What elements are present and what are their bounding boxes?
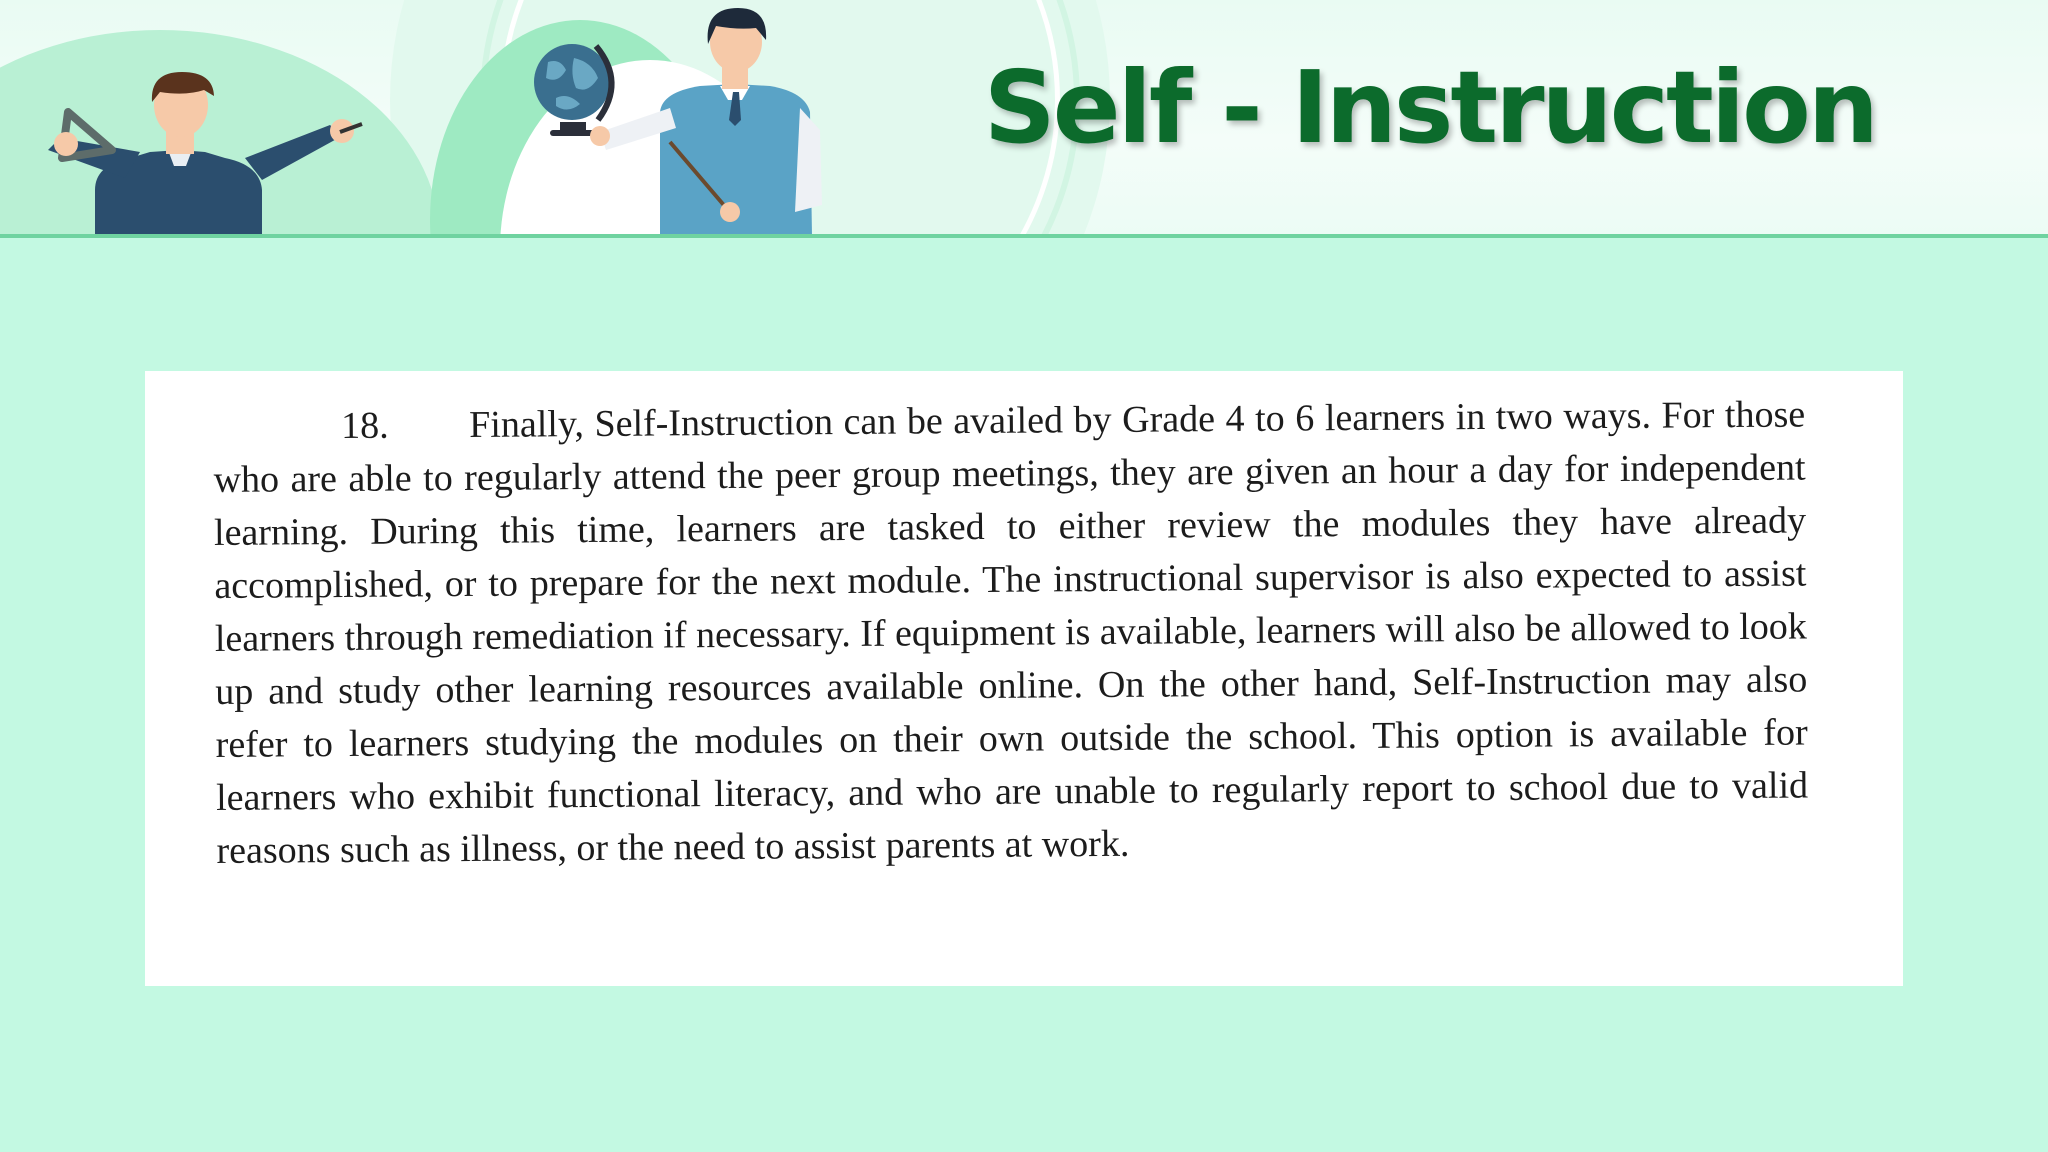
paragraph-number: 18. [341, 404, 389, 447]
teacher-figure-icon [534, 8, 822, 236]
page-title: Self - Instruction [983, 49, 1876, 166]
header-banner [0, 0, 2048, 236]
paragraph-text: Finally, Self-Instruction can be availed by Grade 4 to 6 learners in two ways. For those who are able to regularly attend the peer group meetings, they are given an hour a day for independent learning. During this time, learners are tasked to either review the modules they have already accomplished, or to prepare for the next module. The instructional supervisor is also expected to assist learners through remediation if necessary. If equipment is available, learners will also be allowed to look up and study other learning resources available online. On the other hand, Self-Instruction may also refer to learners studying the modules on their own outside the school. This option is available for learners who exhibit functional literacy, and who are unable to regularly report to school due to valid reasons such as illness, or the need to assist parents at work. [213, 393, 1809, 872]
globe-icon [534, 44, 612, 146]
student-figure-icon [48, 72, 362, 236]
header-divider [0, 234, 2048, 238]
header-illustration [0, 0, 900, 236]
document-excerpt [145, 371, 1903, 986]
document-paragraph [213, 388, 1809, 877]
